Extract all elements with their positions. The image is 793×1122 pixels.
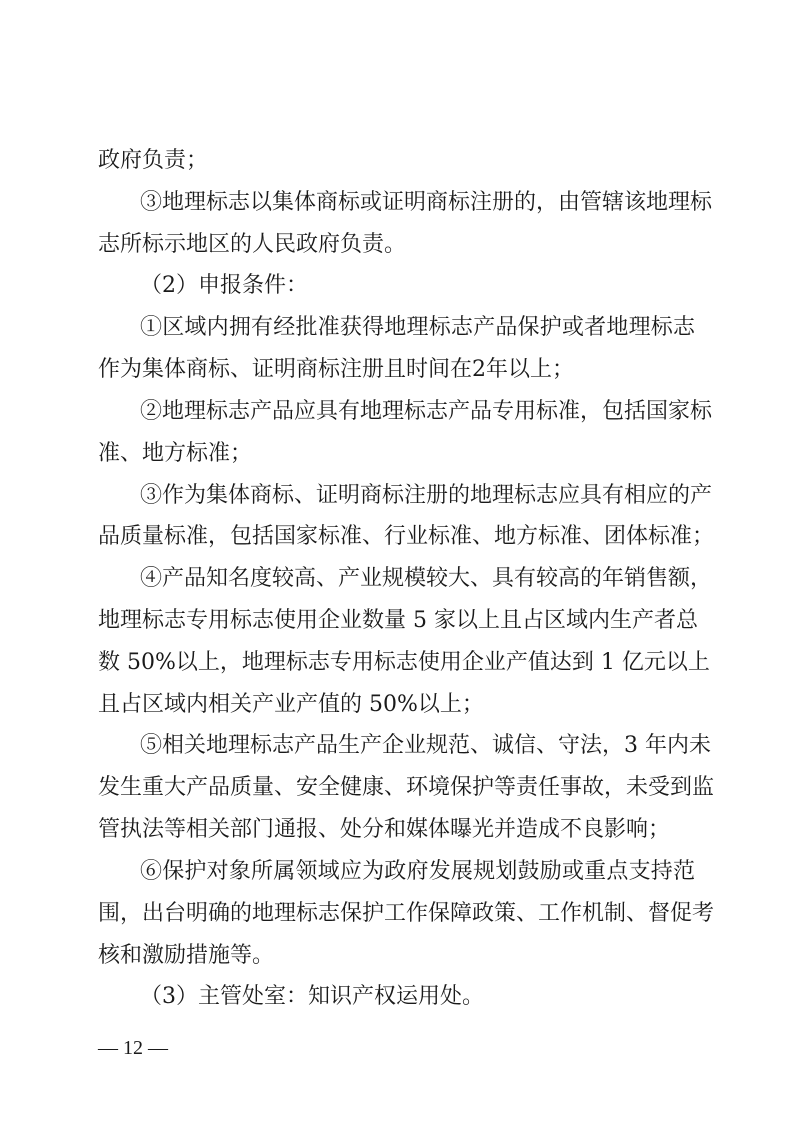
text-line: ③地理标志以集体商标或证明商标注册的，由管辖该地理标 bbox=[140, 190, 713, 215]
text-line: 准、地方标准； bbox=[98, 441, 253, 466]
page-number: — 12 — bbox=[98, 1037, 168, 1059]
text-line: 管执法等相关部门通报、处分和媒体曝光并造成不良影响； bbox=[98, 817, 671, 842]
section-heading: （2）申报条件： bbox=[140, 273, 308, 298]
text-line: 且占区域内相关产业产值的 50%以上； bbox=[98, 692, 484, 717]
text-line: 品质量标准，包括国家标准、行业标准、地方标准、团体标准； bbox=[98, 524, 715, 549]
text-line: 志所标示地区的人民政府负责。 bbox=[98, 232, 407, 257]
section-heading: （3）主管处室：知识产权运用处。 bbox=[140, 984, 484, 1009]
text-line: 地理标志专用标志使用企业数量 5 家以上且占区域内生产者总 bbox=[98, 608, 698, 633]
text-line: ③作为集体商标、证明商标注册的地理标志应具有相应的产 bbox=[140, 483, 713, 508]
text-line: 围，出台明确的地理标志保护工作保障政策、工作机制、督促考 bbox=[98, 901, 715, 926]
text-line: ⑤相关地理标志产品生产企业规范、诚信、守法，3 年内未 bbox=[140, 733, 711, 758]
text-line: 核和激励措施等。 bbox=[98, 943, 275, 968]
text-line: ⑥保护对象所属领域应为政府发展规划鼓励或重点支持范 bbox=[140, 859, 695, 884]
text-line: ④产品知名度较高、产业规模较大、具有较高的年销售额， bbox=[140, 566, 713, 591]
text-line: 作为集体商标、证明商标注册且时间在2年以上； bbox=[98, 357, 574, 382]
text-line: 政府负责； bbox=[98, 148, 209, 173]
text-line: 发生重大产品质量、安全健康、环境保护等责任事故，未受到监 bbox=[98, 775, 715, 800]
text-line: 数 50%以上，地理标志专用标志使用企业产值达到 1 亿元以上 bbox=[98, 650, 710, 675]
text-line: ①区域内拥有经批准获得地理标志产品保护或者地理标志 bbox=[140, 315, 695, 340]
text-line: ②地理标志产品应具有地理标志产品专用标准，包括国家标 bbox=[140, 399, 713, 424]
